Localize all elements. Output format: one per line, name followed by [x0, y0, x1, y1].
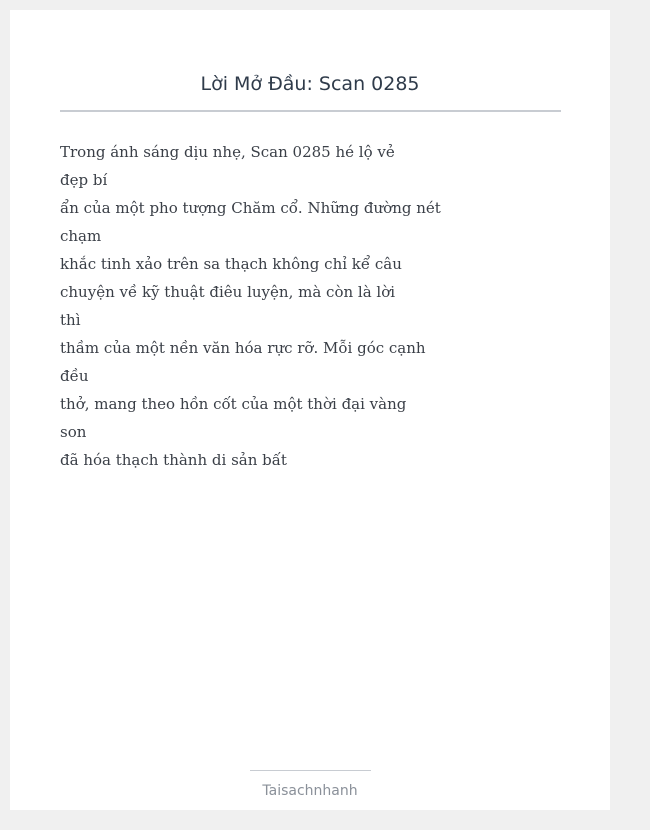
- body-line: chuyện về kỹ thuật điêu luyện, mà còn là lời: [60, 283, 396, 301]
- body-line: ẩn của một pho tượng Chăm cổ. Những đường nét: [60, 199, 441, 217]
- body-line: đã hóa thạch thành di sản bất: [60, 451, 287, 469]
- document-page: [10, 10, 610, 810]
- title-divider: [60, 110, 561, 112]
- body-text: [60, 138, 560, 474]
- body-line: đều: [60, 367, 89, 385]
- body-line: chạm: [60, 227, 102, 245]
- page-title: Lời Mở Đầu: Scan 0285: [200, 73, 420, 95]
- footer-divider: [250, 770, 371, 771]
- body-line: đẹp bí: [60, 171, 108, 189]
- body-line: thầm của một nền văn hóa rực rỡ. Mỗi góc cạnh: [60, 339, 426, 357]
- body-line: son: [60, 423, 87, 441]
- footer-text: Taisachnhanh: [262, 783, 358, 799]
- body-line: Trong ánh sáng dịu nhẹ, Scan 0285 hé lộ vẻ: [60, 143, 395, 161]
- body-line: khắc tinh xảo trên sa thạch không chỉ kể câu: [60, 255, 402, 273]
- body-line: thì: [60, 311, 81, 329]
- body-line: thở, mang theo hồn cốt của một thời đại vàng: [60, 395, 407, 413]
